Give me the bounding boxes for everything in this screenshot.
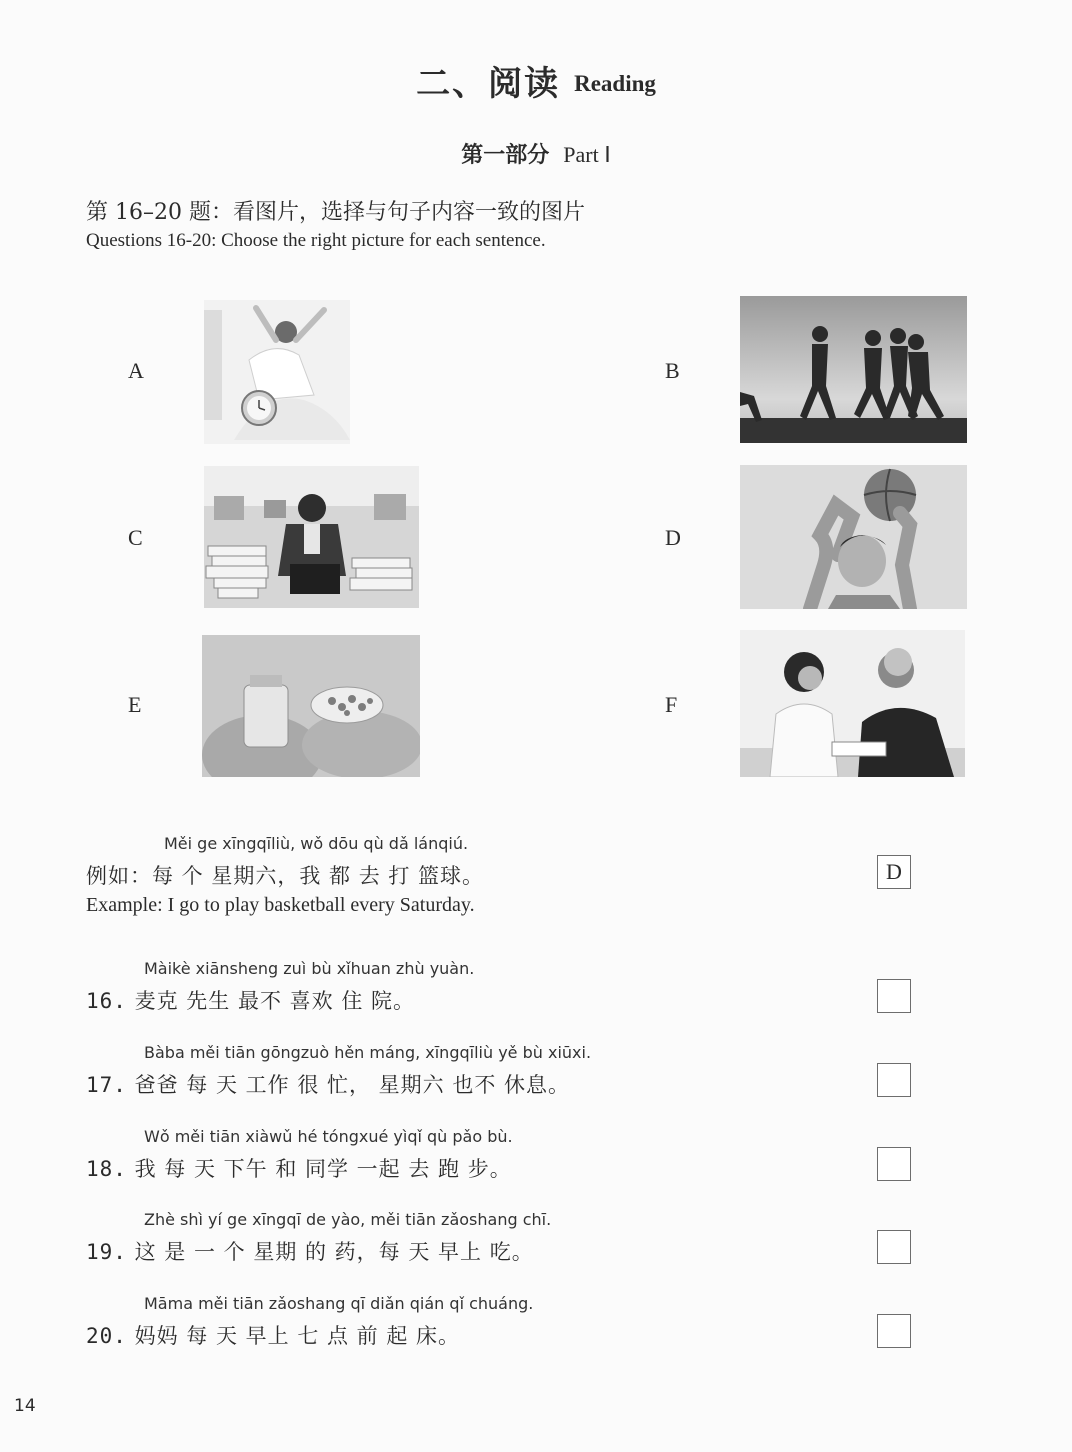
section-title-en: Reading bbox=[574, 71, 656, 96]
example-sentence: 每 个 星期六，我 都 去 打 篮球。 bbox=[152, 864, 485, 888]
part-title-en: Part Ⅰ bbox=[563, 142, 611, 167]
question-17-number: 17. bbox=[86, 1073, 127, 1097]
question-19-line bbox=[86, 1236, 534, 1266]
picture-label-c: C bbox=[128, 525, 143, 550]
man-working-with-books-laptop-photo bbox=[204, 466, 419, 608]
instruction-en: Questions 16-20: Choose the right picture for each sentence. bbox=[86, 230, 546, 251]
example-sentence-line bbox=[86, 860, 484, 890]
example-prefix: 例如： bbox=[86, 864, 152, 888]
man-playing-basketball-photo bbox=[740, 465, 967, 609]
question-16-number: 16. bbox=[86, 989, 127, 1013]
picture-label-d: D bbox=[665, 525, 681, 550]
picture-label-a: A bbox=[128, 358, 144, 383]
doctor-and-patient-photo bbox=[740, 630, 965, 777]
instruction-zh: 第 16–20 题：看图片，选择与句子内容一致的图片 bbox=[86, 200, 585, 225]
question-20-line bbox=[86, 1320, 460, 1350]
question-16-pinyin: Màikè xiānsheng zuì bù xǐhuan zhù yuàn. bbox=[144, 959, 475, 978]
question-18-sentence: 我 每 天 下午 和 同学 一起 去 跑 步。 bbox=[134, 1157, 512, 1181]
part-title-zh: 第一部分 bbox=[461, 142, 550, 168]
question-19-pinyin: Zhè shì yí ge xīngqī de yào, měi tiān zǎoshang chī. bbox=[144, 1210, 552, 1229]
question-19-answer-box[interactable] bbox=[877, 1230, 911, 1264]
picture-label-f: F bbox=[665, 692, 678, 717]
question-18-pinyin: Wǒ měi tiān xiàwǔ hé tóngxué yìqǐ qù pǎo bù. bbox=[144, 1127, 513, 1146]
question-16-sentence: 麦克 先生 最不 喜欢 住 院。 bbox=[134, 989, 416, 1013]
example-pinyin: Měi ge xīngqīliù, wǒ dōu qù dǎ lánqiú. bbox=[164, 834, 469, 853]
question-19-number: 19. bbox=[86, 1240, 127, 1264]
question-18-number: 18. bbox=[86, 1157, 127, 1181]
picture-label-e: E bbox=[128, 692, 142, 717]
page-number: 14 bbox=[14, 1396, 36, 1416]
question-18-line bbox=[86, 1153, 512, 1183]
example-english: Example: I go to play basketball every Saturday. bbox=[86, 894, 475, 916]
question-20-answer-box[interactable] bbox=[877, 1314, 911, 1348]
section-title-zh: 二、阅读 bbox=[416, 64, 561, 104]
question-17-answer-box[interactable] bbox=[877, 1063, 911, 1097]
woman-waking-up-with-alarm-clock-photo bbox=[204, 300, 350, 444]
example-answer-box: D bbox=[877, 855, 911, 889]
question-17-line bbox=[86, 1069, 570, 1099]
question-18-answer-box[interactable] bbox=[877, 1147, 911, 1181]
part-title bbox=[0, 138, 1072, 169]
section-title bbox=[0, 56, 1072, 105]
people-running-silhouette-photo bbox=[740, 296, 967, 443]
question-20-number: 20. bbox=[86, 1324, 127, 1348]
question-16-answer-box[interactable] bbox=[877, 979, 911, 1013]
question-20-pinyin: Māma měi tiān zǎoshang qī diǎn qián qǐ chuáng. bbox=[144, 1294, 534, 1313]
question-17-pinyin: Bàba měi tiān gōngzuò hěn máng, xīngqīliù yě bù xiūxi. bbox=[144, 1043, 592, 1062]
question-16-line bbox=[86, 985, 415, 1015]
question-17-sentence: 爸爸 每 天 工作 很 忙， 星期六 也不 休息。 bbox=[134, 1073, 571, 1097]
picture-label-b: B bbox=[665, 358, 680, 383]
question-19-sentence: 这 是 一 个 星期 的 药，每 天 早上 吃。 bbox=[134, 1240, 534, 1264]
question-20-sentence: 妈妈 每 天 早上 七 点 前 起 床。 bbox=[134, 1324, 461, 1348]
hands-holding-pills-photo bbox=[202, 635, 420, 777]
